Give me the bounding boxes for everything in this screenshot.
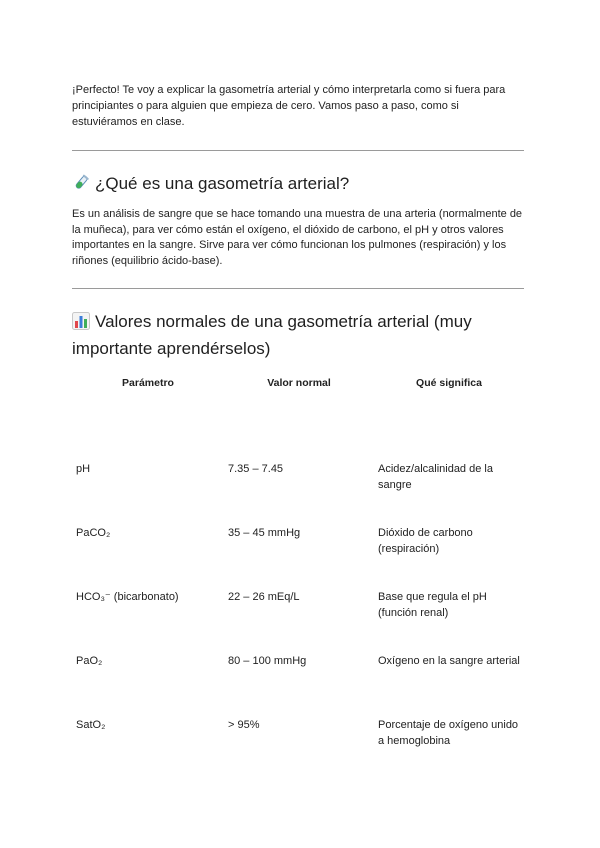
column-header: Qué significa [416, 377, 482, 390]
section-title: ¿Qué es una gasometría arterial? [95, 174, 350, 193]
section-heading-what-is [72, 172, 349, 199]
section-title: Valores normales de una gasometría arterial (muy importante aprendérselos) [72, 312, 472, 358]
table-row [72, 462, 524, 526]
table-cell: HCO₃⁻ (bicarbonato) [76, 591, 179, 603]
table-cell: 35 – 45 mmHg [228, 527, 301, 539]
table-row [72, 654, 524, 718]
bar-chart-icon [72, 312, 90, 337]
table-cell: PaO₂ [76, 655, 103, 667]
values-table [72, 370, 524, 782]
table-header-row [72, 370, 524, 398]
column-header: Valor normal [267, 377, 331, 390]
divider [72, 150, 524, 151]
table-cell: Base que regula el pH (función renal) [378, 591, 487, 619]
section-heading-normal-values [72, 310, 524, 361]
table-row [72, 718, 524, 782]
table-cell: Dióxido de carbono (respiración) [378, 527, 473, 555]
table-cell: 22 – 26 mEq/L [228, 591, 300, 603]
table-cell: PaCO₂ [76, 527, 111, 539]
test-tube-icon [72, 174, 90, 199]
column-header: Parámetro [122, 377, 174, 390]
divider [72, 288, 524, 289]
table-cell: pH [76, 463, 91, 475]
table-cell: 7.35 – 7.45 [228, 463, 284, 475]
intro-paragraph: ¡Perfecto! Te voy a explicar la gasometría arterial y cómo interpretarla como si fuera para principiantes o para alguien que empieza de cero. Vamos paso a paso, como si estuviéramos en clase. [72, 84, 506, 128]
table-cell: SatO₂ [76, 719, 106, 731]
section-body: Es un análisis de sangre que se hace tomando una muestra de una arteria (normalmente de la muñeca), para ver cómo están el oxígeno, el dióxido de carbono, el pH y otros valores importantes en la sangre. Sirve para ver cómo funcionan los pulmones (respiración) y los riñones (equilibrio ácido-base). [72, 208, 523, 267]
table-cell: 80 – 100 mmHg [228, 655, 307, 667]
table-row [72, 590, 524, 654]
table-cell: Oxígeno en la sangre arterial [378, 655, 520, 667]
table-cell: > 95% [228, 719, 260, 731]
table-row [72, 526, 524, 590]
table-cell: Porcentaje de oxígeno unido a hemoglobina [378, 719, 519, 747]
table-cell: Acidez/alcalinidad de la sangre [378, 463, 493, 491]
